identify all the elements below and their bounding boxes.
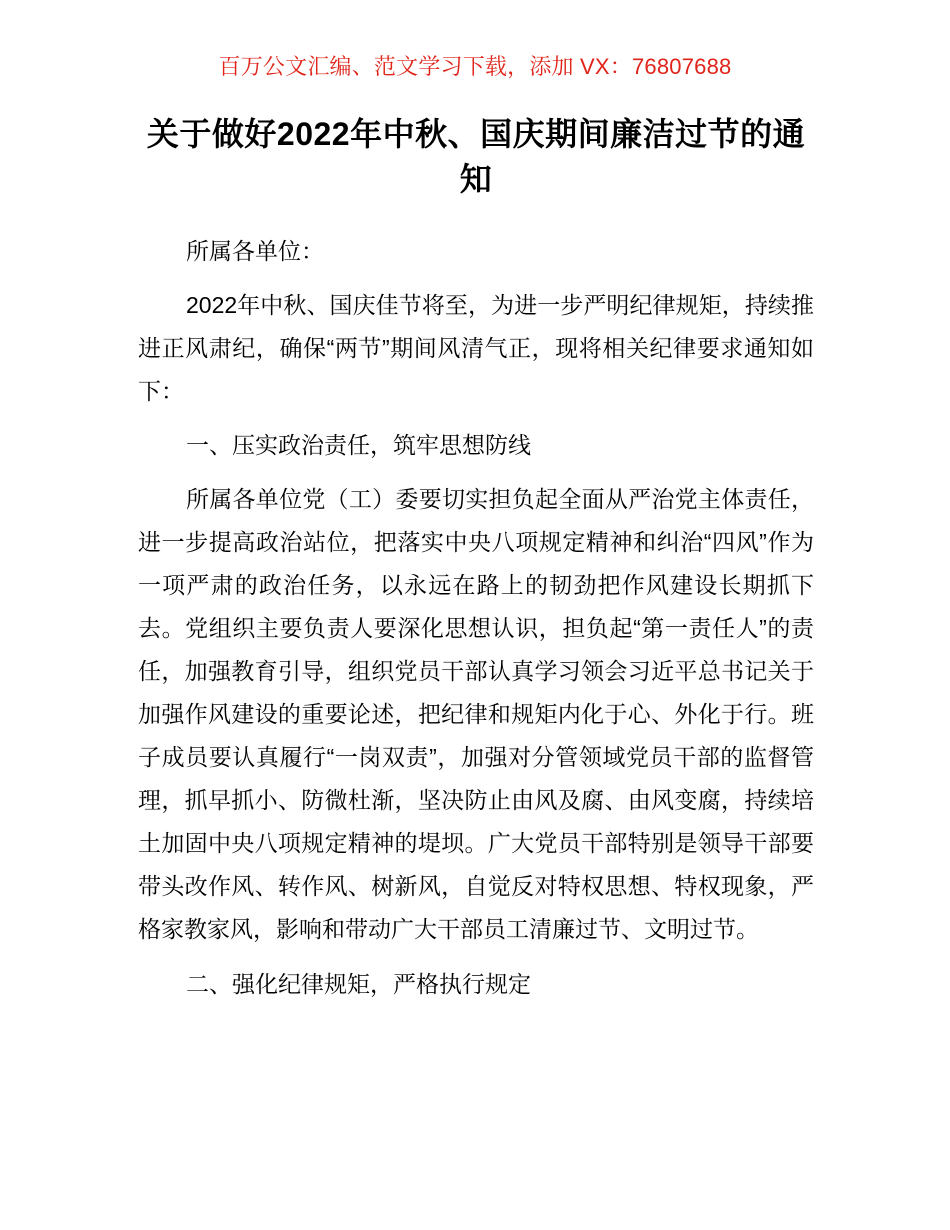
document-title: 关于做好2022年中秋、国庆期间廉洁过节的通知	[146, 116, 806, 197]
promo-header-text: 百万公文汇编、范文学习下载，添加 VX：76807688	[218, 54, 732, 79]
document-body-column	[138, 0, 814, 1006]
section-one-paragraph: 所属各单位党（工）委要切实担负起全面从严治党主体责任，进一步提高政治站位，把落实中央八项规定精神和纠治“四风”作为一项严肃的政治任务，以永远在路上的韧劲把作风建设长期抓下去。党组织主要负责人要深化思想认识，担负起“第一责任人”的责任，加强教育引导，组织党员干部认真学习领会习近平总书记关于加强作风建设的重要论述，把纪律和规矩内化于心、外化于行。班子成员要认真履行“一岗双责”，加强对分管领域党员干部的监督管理，抓早抓小、防微杜渐，坚决防止由风及腐、由风变腐，持续培土加固中央八项规定精神的堤坝。广大党员干部特别是领导干部要带头改作风、转作风、树新风，自觉反对特权思想、特权现象，严格家教家风，影响和带动广大干部员工清廉过节、文明过节。	[138, 486, 814, 942]
document-salutation: 所属各单位：	[186, 238, 324, 264]
document-preamble-paragraph: 2022年中秋、国庆佳节将至，为进一步严明纪律规矩，持续推进正风肃纪，确保“两节”期间风清气正，现将相关纪律要求通知如下：	[138, 292, 814, 404]
section-heading-one: 一、压实政治责任，筑牢思想防线	[186, 432, 531, 458]
section-heading-two: 二、强化纪律规矩，严格执行规定	[186, 971, 531, 997]
